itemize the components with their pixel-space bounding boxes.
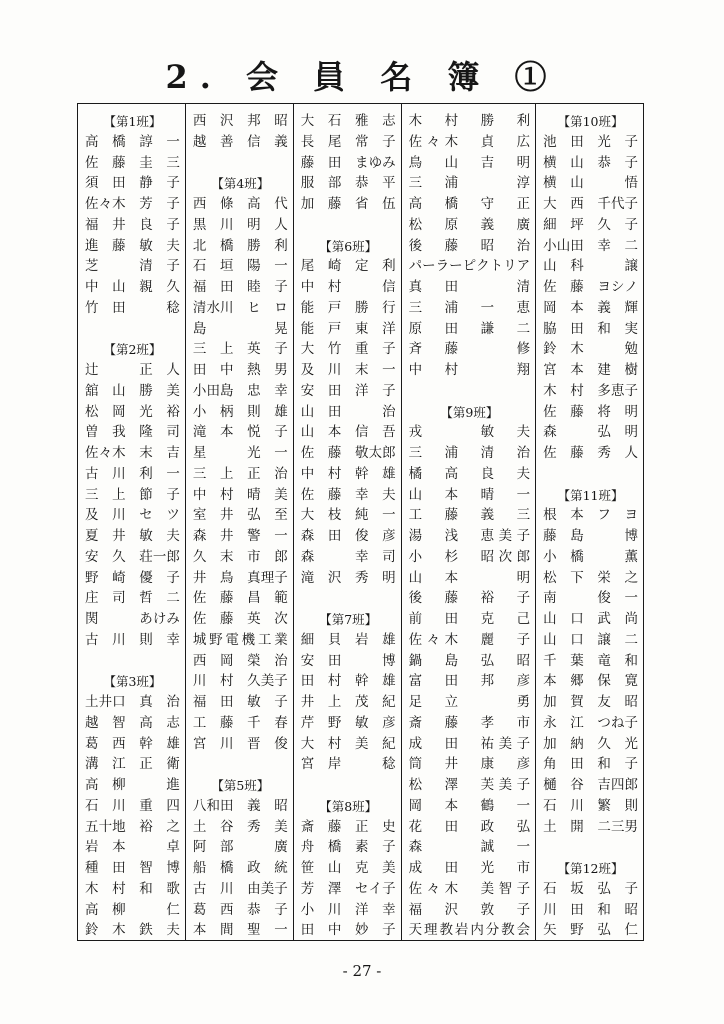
group-header: 【第1班】 bbox=[103, 114, 162, 129]
member-name: 葛 西 幹 雄 bbox=[85, 735, 180, 752]
member-name: 船 橋 政 統 bbox=[192, 860, 288, 876]
member-name: 高 橋 諄 一 bbox=[85, 133, 180, 150]
member-list-table bbox=[77, 103, 644, 941]
page-number: - 27 - bbox=[342, 962, 382, 980]
member-name: 城 野 電 機 工 業 bbox=[192, 631, 288, 648]
member-name: 高 柳 仁 bbox=[85, 901, 180, 918]
member-name: 南 俊 一 bbox=[543, 590, 638, 607]
member-name: 斉 藤 修 bbox=[408, 341, 531, 358]
member-name: 斎 藤 正 史 bbox=[300, 818, 396, 835]
member-name: 高 柳 進 bbox=[85, 777, 180, 793]
member-name: 野 崎 優 子 bbox=[85, 569, 180, 586]
member-name: 三 浦 一 恵 bbox=[408, 299, 531, 316]
member-name: 佐 藤 圭 三 bbox=[85, 154, 180, 171]
member-name: 三 浦 清 治 bbox=[408, 445, 531, 461]
blank-row bbox=[78, 318, 185, 339]
member-name: 加 賀 友 昭 bbox=[543, 694, 638, 710]
member-name: 中 村 晴 美 bbox=[192, 486, 288, 503]
member-name: 越 善 信 義 bbox=[192, 133, 288, 150]
member-name: 原 田 謙 二 bbox=[408, 320, 531, 337]
member-name: 筒 井 康 彦 bbox=[408, 756, 531, 773]
member-name: 山 科 譲 bbox=[543, 258, 638, 275]
member-name: 舘 山 勝 美 bbox=[85, 382, 180, 399]
member-name: 星 光 一 bbox=[192, 445, 288, 461]
member-name: 福 田 睦 子 bbox=[192, 279, 288, 295]
member-name: 種 田 智 博 bbox=[85, 860, 180, 876]
member-name: 工 藤 義 三 bbox=[408, 507, 531, 524]
member-name: 根 本 フ ヨ bbox=[543, 507, 638, 524]
member-name: 宮 岸 稔 bbox=[300, 756, 396, 773]
blank-row bbox=[294, 774, 401, 795]
member-name: 大 竹 重 子 bbox=[300, 341, 396, 358]
member-name: 能 戸 東 洋 bbox=[300, 320, 396, 337]
member-name: 湯 浅 恵 美 子 bbox=[408, 528, 531, 544]
member-name: 岩 本 卓 bbox=[85, 839, 180, 856]
member-name: 山 本 明 bbox=[408, 569, 531, 586]
member-name: 樋 谷 吉 四 郎 bbox=[543, 777, 638, 793]
member-name: 古 川 則 幸 bbox=[85, 631, 180, 648]
member-name: 滝 沢 秀 明 bbox=[300, 569, 396, 586]
member-name: 佐 藤 将 明 bbox=[543, 403, 638, 420]
member-name: 田 中 熱 男 bbox=[192, 362, 288, 378]
member-name: 田 村 幹 雄 bbox=[300, 673, 396, 690]
member-name: 佐 藤 ヨ シ ノ bbox=[543, 279, 638, 295]
member-name: 久 末 市 郎 bbox=[192, 548, 288, 565]
blank-row bbox=[402, 380, 536, 401]
member-name: 西 沢 邦 昭 bbox=[192, 113, 288, 129]
group-header: 【第8班】 bbox=[319, 798, 378, 814]
member-name: 佐 々 木 芳 子 bbox=[85, 196, 180, 212]
member-name: 小 橋 薫 bbox=[543, 548, 638, 565]
group-header: 【第3班】 bbox=[103, 674, 162, 690]
member-name: 松 澤 芙 美 子 bbox=[408, 777, 531, 793]
member-name: 佐 藤 秀 人 bbox=[543, 445, 638, 461]
member-name: 横 山 悟 bbox=[543, 175, 638, 192]
member-name: 佐 藤 幸 夫 bbox=[300, 486, 396, 503]
member-name: パ ー ラ ー ピ ク ト リ ア bbox=[408, 258, 531, 275]
member-name: 大 石 雅 志 bbox=[300, 113, 396, 129]
member-name: 小 田 島 忠 幸 bbox=[192, 382, 288, 399]
member-name: 佐 々 木 末 吉 bbox=[85, 445, 180, 461]
member-name: 及 川 末 一 bbox=[300, 362, 396, 378]
member-name: 黒 川 明 人 bbox=[192, 216, 288, 233]
member-name: 葛 西 恭 子 bbox=[192, 901, 288, 918]
group-header: 【第5班】 bbox=[211, 778, 270, 793]
member-name: 森 弘 明 bbox=[543, 424, 638, 441]
member-name: 夏 井 敏 夫 bbox=[85, 528, 180, 544]
member-name: 藤 田 ま ゆ み bbox=[300, 154, 396, 171]
member-name: 松 原 義 廣 bbox=[408, 216, 531, 233]
member-name: 宮 本 建 樹 bbox=[543, 362, 638, 378]
member-name: 千 葉 竜 和 bbox=[543, 652, 638, 669]
member-name: 成 田 光 市 bbox=[408, 860, 531, 876]
member-name: 鍋 島 弘 昭 bbox=[408, 652, 531, 669]
member-name: 土 井 口 真 治 bbox=[85, 694, 180, 710]
member-name: 三 上 節 子 bbox=[85, 486, 180, 503]
member-name: 関 あ け み bbox=[85, 611, 180, 627]
member-name: 岡 本 鶴 一 bbox=[408, 797, 531, 814]
member-name: 石 川 重 四 bbox=[85, 797, 180, 814]
member-name: 川 村 久 美 子 bbox=[192, 673, 288, 690]
member-name: 永 江 つ ね 子 bbox=[543, 714, 638, 731]
member-name: 中 村 幹 雄 bbox=[300, 465, 396, 482]
member-name: 石 垣 陽 一 bbox=[192, 258, 288, 275]
member-name: 後 藤 裕 子 bbox=[408, 590, 531, 607]
group-header: 【第9班】 bbox=[440, 404, 499, 420]
member-name: 川 田 和 昭 bbox=[543, 901, 638, 918]
member-name: 尾 崎 定 利 bbox=[300, 258, 396, 275]
member-name: 島 晃 bbox=[192, 320, 288, 337]
group-header: 【第2班】 bbox=[103, 342, 162, 358]
member-name: 石 川 繁 則 bbox=[543, 797, 638, 814]
member-name: 足 立 勇 bbox=[408, 694, 531, 710]
member-name: 安 田 博 bbox=[300, 652, 396, 669]
member-name: 芳 澤 セ イ 子 bbox=[300, 880, 396, 897]
member-name: 進 藤 敏 夫 bbox=[85, 237, 180, 254]
member-name: 小 柄 則 雄 bbox=[192, 403, 288, 420]
member-name: 井 鳥 真 理 子 bbox=[192, 569, 288, 586]
member-name: 角 田 和 子 bbox=[543, 756, 638, 773]
blank-row bbox=[186, 753, 293, 774]
member-name: 戎 敏 夫 bbox=[408, 424, 531, 441]
member-name: 矢 野 弘 仁 bbox=[543, 922, 638, 939]
member-name: 福 沢 敦 子 bbox=[408, 901, 531, 918]
member-name: 中 村 翔 bbox=[408, 362, 531, 378]
member-name: 芹 野 敏 彦 bbox=[300, 714, 396, 731]
member-name: 大 西 千 代 子 bbox=[543, 196, 638, 212]
member-name: 西 條 高 代 bbox=[192, 196, 288, 212]
member-name: 本 郷 保 寛 bbox=[543, 673, 638, 690]
member-name: 山 口 武 尚 bbox=[543, 611, 638, 627]
group-header: 【第7班】 bbox=[319, 612, 378, 627]
group-header: 【第4班】 bbox=[211, 176, 270, 192]
member-name: 安 久 荘 一 郎 bbox=[85, 548, 180, 565]
blank-row bbox=[78, 650, 185, 671]
member-name: 前 田 克 己 bbox=[408, 611, 531, 627]
member-name: 富 田 邦 彦 bbox=[408, 673, 531, 690]
member-name: 古 川 由 美 子 bbox=[192, 880, 288, 897]
member-name: 田 中 妙 子 bbox=[300, 922, 396, 939]
member-name: 松 下 栄 之 bbox=[543, 569, 638, 586]
member-name: 竹 田 稔 bbox=[85, 299, 180, 316]
member-name: 森 幸 司 bbox=[300, 548, 396, 565]
member-name: 森 誠 一 bbox=[408, 839, 531, 856]
member-name: 橘 高 良 夫 bbox=[408, 465, 531, 482]
member-name: 溝 江 正 衛 bbox=[85, 756, 180, 773]
member-name: 古 川 利 一 bbox=[85, 465, 180, 482]
member-name: 福 田 敏 子 bbox=[192, 694, 288, 710]
member-name: 加 藤 省 伍 bbox=[300, 196, 396, 212]
member-name: 長 尾 常 子 bbox=[300, 133, 396, 150]
member-name: 鈴 木 勉 bbox=[543, 341, 638, 358]
member-name: 小 山 田 幸 二 bbox=[543, 237, 638, 254]
member-name: 脇 田 和 実 bbox=[543, 320, 638, 337]
member-name: 宮 川 晋 俊 bbox=[192, 735, 288, 752]
member-name: 藤 島 博 bbox=[543, 528, 638, 544]
member-name: 鈴 木 鉄 夫 bbox=[85, 922, 180, 939]
member-name: 細 坪 久 子 bbox=[543, 216, 638, 233]
member-name: 西 岡 榮 治 bbox=[192, 652, 288, 669]
blank-row bbox=[294, 587, 401, 608]
member-name: 佐 藤 敬 太 郎 bbox=[300, 445, 396, 461]
column-1 bbox=[78, 104, 186, 940]
member-name: 滝 本 悦 子 bbox=[192, 424, 288, 441]
member-name: 佐 藤 昌 範 bbox=[192, 590, 288, 607]
member-name: 五 十 地 裕 之 bbox=[85, 818, 180, 835]
member-name: 曽 我 隆 司 bbox=[85, 424, 180, 441]
group-header: 【第6班】 bbox=[319, 238, 378, 254]
member-name: 井 上 茂 紀 bbox=[300, 694, 396, 710]
member-name: 真 田 清 bbox=[408, 279, 531, 295]
member-name: 中 村 信 bbox=[300, 279, 396, 295]
member-name: 須 田 静 子 bbox=[85, 175, 180, 192]
member-name: 後 藤 昭 治 bbox=[408, 237, 531, 254]
group-header: 【第11班】 bbox=[557, 487, 624, 503]
member-name: 岡 本 義 輝 bbox=[543, 299, 638, 316]
member-name: 三 上 正 治 bbox=[192, 465, 288, 482]
member-name: 花 田 政 弘 bbox=[408, 818, 531, 835]
member-name: 服 部 恭 平 bbox=[300, 175, 396, 192]
member-name: 三 上 英 子 bbox=[192, 341, 288, 358]
member-name: 芝 清 子 bbox=[85, 258, 180, 275]
member-name: 本 間 聖 一 bbox=[192, 922, 288, 939]
member-name: 大 村 美 紀 bbox=[300, 735, 396, 752]
blank-row bbox=[186, 152, 293, 173]
column-2 bbox=[186, 104, 294, 940]
member-name: 中 山 親 久 bbox=[85, 279, 180, 295]
member-name: 三 浦 淳 bbox=[408, 175, 531, 192]
member-name: 大 枝 純 一 bbox=[300, 507, 396, 524]
member-name: 佐 藤 英 次 bbox=[192, 611, 288, 627]
member-name: 山 本 信 吾 bbox=[300, 424, 396, 441]
member-name: 木 村 勝 利 bbox=[408, 113, 531, 129]
member-name: 八 和 田 義 昭 bbox=[192, 797, 288, 814]
member-name: 福 井 良 子 bbox=[85, 216, 180, 233]
member-name: 小 杉 昭 次 郎 bbox=[408, 548, 531, 565]
member-name: 越 智 高 志 bbox=[85, 714, 180, 731]
member-name: 安 田 洋 子 bbox=[300, 382, 396, 399]
member-name: 舟 橋 素 子 bbox=[300, 839, 396, 856]
member-name: 阿 部 廣 bbox=[192, 839, 288, 856]
member-name: 庄 司 哲 二 bbox=[85, 590, 180, 607]
member-name: 天 理 教 岩 内 分 教 会 bbox=[408, 922, 531, 939]
member-name: 室 井 弘 至 bbox=[192, 507, 288, 524]
member-name: 及 川 セ ツ bbox=[85, 507, 180, 524]
member-name: 成 田 祐 美 子 bbox=[408, 735, 531, 752]
member-name: 山 口 譲 二 bbox=[543, 631, 638, 648]
member-name: 池 田 光 子 bbox=[543, 133, 638, 150]
member-name: 笹 山 克 美 bbox=[300, 860, 396, 876]
member-name: 木 村 和 歌 bbox=[85, 880, 180, 897]
member-name: 佐 々 木 麗 子 bbox=[408, 631, 531, 648]
member-name: 森 井 警 一 bbox=[192, 528, 288, 544]
member-name: 北 橋 勝 利 bbox=[192, 237, 288, 254]
member-name: 佐 々 木 貞 広 bbox=[408, 133, 531, 150]
page-title: 2. 会 員 名 簿 ① bbox=[165, 58, 559, 96]
member-name: 佐 々 木 美 智 子 bbox=[408, 880, 531, 897]
column-3 bbox=[294, 104, 402, 940]
member-name: 清 水 川 ヒ ロ bbox=[192, 299, 288, 316]
member-name: 辻 正 人 bbox=[85, 362, 180, 378]
column-4 bbox=[402, 104, 537, 940]
member-name: 山 田 治 bbox=[300, 403, 396, 420]
member-name: 石 坂 弘 子 bbox=[543, 880, 638, 897]
blank-row bbox=[536, 836, 643, 857]
member-name: 細 貝 岩 雄 bbox=[300, 631, 396, 648]
member-name: 斎 藤 孝 市 bbox=[408, 714, 531, 731]
member-name: 加 納 久 光 bbox=[543, 735, 638, 752]
group-header: 【第12班】 bbox=[557, 861, 624, 876]
member-name: 木 村 多 恵 子 bbox=[543, 382, 638, 399]
member-name: 小 川 洋 幸 bbox=[300, 901, 396, 918]
member-name: 土 開 二 三 男 bbox=[543, 818, 638, 835]
blank-row bbox=[294, 214, 401, 235]
group-header: 【第10班】 bbox=[557, 114, 624, 129]
member-name: 能 戸 勝 行 bbox=[300, 299, 396, 316]
member-name: 横 山 恭 子 bbox=[543, 154, 638, 171]
member-name: 高 橋 守 正 bbox=[408, 196, 531, 212]
column-5 bbox=[536, 104, 643, 940]
member-name: 森 田 俊 彦 bbox=[300, 528, 396, 544]
member-name: 山 本 晴 一 bbox=[408, 486, 531, 503]
blank-row bbox=[536, 463, 643, 484]
member-name: 土 谷 秀 美 bbox=[192, 818, 288, 835]
member-name: 工 藤 千 春 bbox=[192, 714, 288, 731]
member-name: 松 岡 光 裕 bbox=[85, 403, 180, 420]
member-name: 鳥 山 吉 明 bbox=[408, 154, 531, 171]
